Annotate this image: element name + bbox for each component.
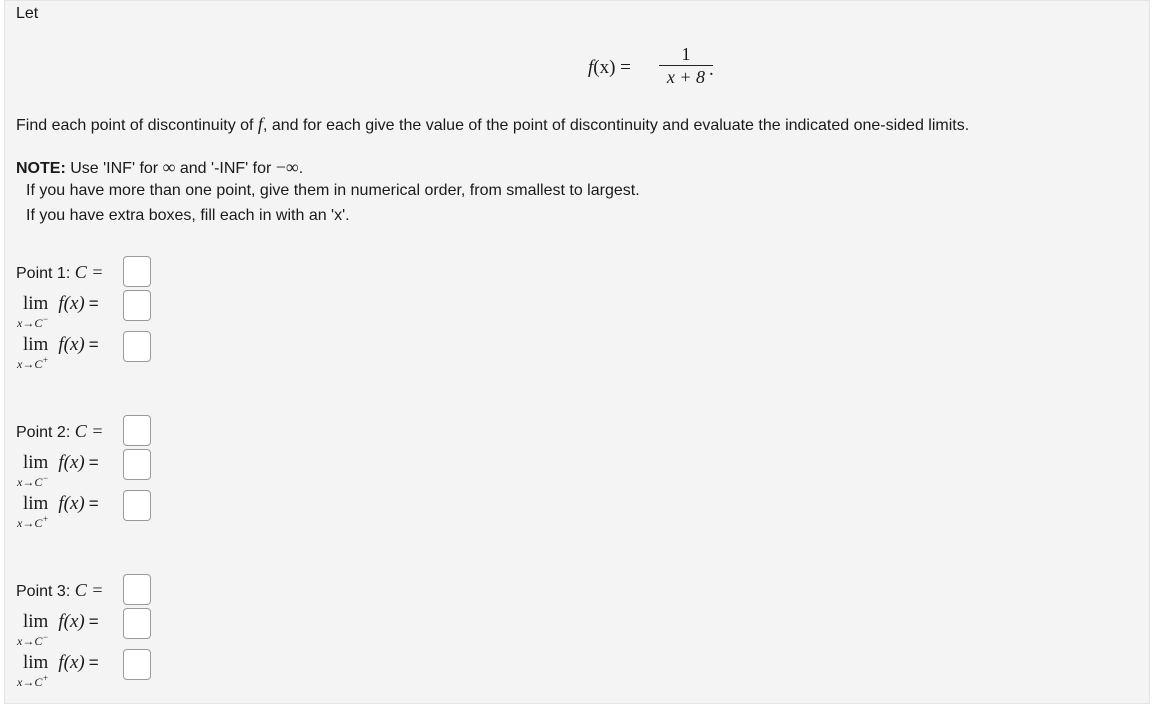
- point-2-label: Point 2: C =: [16, 421, 104, 441]
- point-3-c-input[interactable]: [123, 574, 151, 605]
- limit-subscript-right: x→C+: [17, 355, 49, 371]
- intro-text: Let: [16, 5, 39, 22]
- note-line-3: If you have extra boxes, fill each in with an 'x'.: [26, 207, 350, 224]
- formula-denominator: x + 8: [666, 67, 706, 87]
- point-2-right-limit-label: lim f(x) = x→C+: [17, 493, 99, 530]
- point-1-right-limit-label: lim f(x) = x→C+: [17, 334, 99, 371]
- point-2-left-limit-label: lim f(x) = x→C−: [17, 452, 99, 489]
- point-1-left-limit-input[interactable]: [123, 290, 151, 321]
- point-1-c-input[interactable]: [123, 256, 151, 287]
- limit-subscript-right: x→C+: [17, 514, 49, 530]
- point-1-left-limit-label: lim f(x) = x→C−: [17, 293, 99, 330]
- formula-numerator: 1: [681, 44, 691, 64]
- instruction-text: Find each point of discontinuity of f, and for each give the value of the point of discontinuity and evaluate the indicated one-sided limits.: [16, 114, 970, 134]
- point-1-label: Point 1: C =: [16, 262, 104, 282]
- note-line-2: If you have more than one point, give them in numerical order, from smallest to largest.: [26, 182, 640, 199]
- point-3-right-limit-input[interactable]: [123, 649, 151, 680]
- problem-panel: [4, 0, 1150, 704]
- point-2-left-limit-input[interactable]: [123, 449, 151, 480]
- note-line-1: NOTE: Use 'INF' for ∞ and '-INF' for −∞.: [16, 157, 304, 177]
- formula-period: .: [709, 59, 714, 80]
- point-1-right-limit-input[interactable]: [123, 331, 151, 362]
- limit-subscript-left: x→C−: [17, 632, 49, 648]
- formula-lhs: f(x) =: [588, 57, 631, 78]
- limit-subscript-left: x→C−: [17, 473, 49, 489]
- point-3-label: Point 3: C =: [16, 580, 104, 600]
- point-3-left-limit-label: lim f(x) = x→C−: [17, 611, 99, 648]
- formula-fraction: [657, 43, 715, 88]
- limit-subscript-right: x→C+: [17, 673, 49, 689]
- point-3-right-limit-label: lim f(x) = x→C+: [17, 652, 99, 689]
- limit-subscript-left: x→C−: [17, 314, 49, 330]
- point-2-c-input[interactable]: [123, 415, 151, 446]
- point-2-right-limit-input[interactable]: [123, 490, 151, 521]
- point-3-left-limit-input[interactable]: [123, 608, 151, 639]
